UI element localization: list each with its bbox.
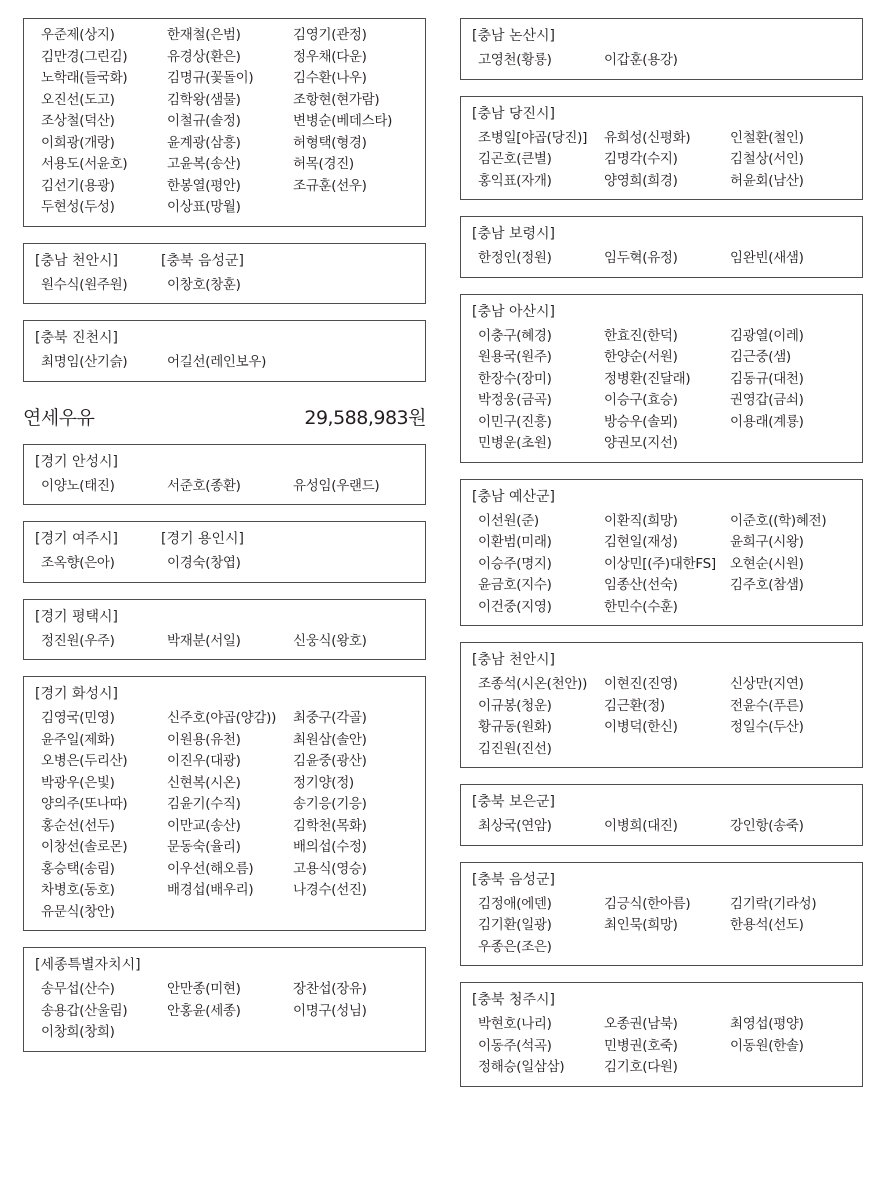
donor-name: 이현진(진영)	[604, 676, 678, 692]
donor-name: 최인묵(희망)	[604, 917, 678, 933]
region-row	[461, 649, 862, 671]
donor-name: 정우채(다운)	[293, 48, 367, 65]
donor-name: 신주호(야곱(양감))	[167, 710, 277, 726]
donor-name: 이명구(성님)	[293, 1002, 367, 1019]
donor-name: 김기환(일광)	[478, 917, 552, 933]
donor-list	[24, 352, 425, 374]
donor-name: 최명임(산기슭)	[41, 354, 128, 370]
donor-name: 홍익표(자개)	[478, 172, 552, 189]
donor-name: 어길선(레인보우)	[167, 354, 267, 370]
donor-list	[461, 1014, 862, 1079]
donor-name: 송용갑(산울림)	[41, 1002, 128, 1019]
donor-list	[461, 326, 862, 455]
region-label: [충북 진천시]	[35, 330, 118, 346]
donor-list	[461, 894, 862, 959]
region-label: [경기 평택시]	[35, 608, 118, 625]
donor-name: 김영기(관정)	[293, 27, 367, 43]
donor-box	[23, 320, 426, 382]
donor-box	[460, 642, 863, 768]
donor-name: 박현호(나리)	[478, 1016, 552, 1032]
donor-name: 김영국(민영)	[41, 710, 115, 726]
donor-name: 허윤회(남산)	[730, 172, 804, 189]
donor-name: 김동규(대천)	[730, 370, 804, 387]
donor-box	[23, 521, 426, 583]
donor-box	[23, 243, 426, 305]
donor-name: 김학왕(샘물)	[167, 91, 241, 108]
region-row	[461, 869, 862, 891]
donor-name: 한민수(수훈)	[604, 598, 678, 615]
donor-list	[461, 248, 862, 270]
donor-name: 노학래(들국화)	[41, 70, 128, 86]
donor-list	[461, 674, 862, 760]
donor-name: 권영갑(금쇠)	[730, 392, 804, 408]
donor-name: 원수식(원주원)	[41, 276, 128, 293]
donor-name: 배경섭(배우리)	[167, 882, 254, 898]
donor-box	[460, 96, 863, 201]
donor-name: 김근중(샘)	[730, 349, 791, 365]
donor-name: 방승우(솔뫼)	[604, 413, 678, 430]
donor-name: 임완빈(새샘)	[730, 250, 804, 266]
donor-name: 이준호((학)혜전)	[730, 512, 827, 529]
donor-name: 김만경(그린김)	[41, 48, 128, 65]
donor-name: 이진우(대광)	[167, 753, 241, 769]
donor-name: 이만교(송산)	[167, 817, 241, 834]
donor-name: 양권모(지선)	[604, 435, 678, 451]
region-label: [충남 당진시]	[472, 105, 555, 122]
donor-name: 장찬섭(장유)	[293, 981, 367, 997]
region-row	[24, 683, 425, 705]
donor-name: 김정애(에덴)	[478, 895, 552, 912]
donor-name: 송무섭(산수)	[41, 981, 115, 997]
region-label: [충남 아산시]	[472, 303, 555, 320]
donor-name: 정일수(두산)	[730, 719, 804, 735]
donor-name: 홍승택(송림)	[41, 860, 115, 877]
donor-name: 오현순(시원)	[730, 555, 804, 572]
donor-name: 강인항(송죽)	[730, 818, 804, 834]
donor-name: 고용식(영승)	[293, 860, 367, 877]
donor-list	[24, 631, 425, 653]
left-column	[23, 18, 426, 1068]
donor-name: 이승주(명지)	[478, 555, 552, 572]
region-label: [충남 보령시]	[472, 226, 555, 242]
donor-name: 박정웅(금곡)	[478, 392, 552, 408]
region-label: [경기 여주시]	[35, 531, 118, 547]
donor-name: 한봉열(평안)	[167, 177, 241, 194]
donor-name: 윤금호(지수)	[478, 577, 552, 593]
donor-box	[23, 676, 426, 931]
donor-name: 조종석(시온(천안))	[478, 676, 588, 692]
donor-name: 최중구(각골)	[293, 710, 367, 726]
region-row	[461, 791, 862, 813]
donor-name: 이원용(유천)	[167, 731, 241, 748]
donor-name: 유경상(환은)	[167, 48, 241, 65]
donor-name: 서준호(종환)	[167, 477, 241, 494]
donor-name: 오병은(두리산)	[41, 753, 128, 769]
donor-name: 조옥향(은아)	[41, 555, 115, 571]
donor-name: 민병운(초원)	[478, 435, 552, 451]
donor-box	[460, 862, 863, 967]
donor-box	[460, 784, 863, 846]
donor-box	[460, 479, 863, 627]
donor-name: 양의주(또나따)	[41, 796, 128, 812]
region-label: [충북 보은군]	[472, 794, 555, 810]
donor-list	[461, 511, 862, 619]
donor-name: 차병호(동호)	[41, 882, 115, 898]
donor-name: 조규훈(선우)	[293, 177, 367, 194]
donor-name: 한용석(선도)	[730, 917, 804, 933]
donor-name: 두현성(두성)	[41, 199, 115, 215]
donor-list	[24, 979, 425, 1044]
region-row	[24, 954, 425, 976]
donor-name: 정해승(일삼삼)	[478, 1059, 565, 1075]
region-row	[461, 301, 862, 323]
donor-box	[460, 982, 863, 1087]
donor-name: 김철상(서인)	[730, 151, 804, 167]
donor-name: 이갑훈(용강)	[604, 52, 678, 68]
region-row	[461, 486, 862, 508]
donor-name: 정기양(정)	[293, 774, 354, 791]
donor-name: 김명규(꽃돌이)	[167, 70, 254, 86]
donor-name: 김현일(재성)	[604, 534, 678, 550]
donor-list	[461, 50, 862, 72]
donor-name: 나경수(선진)	[293, 882, 367, 898]
donor-name: 허목(경진)	[293, 156, 354, 172]
region-label: [경기 화성시]	[35, 686, 118, 702]
donor-name: 배의섭(수정)	[293, 839, 367, 855]
donor-name: 이양노(태진)	[41, 477, 115, 494]
donor-box	[460, 216, 863, 278]
donor-name: 전윤수(푸른)	[730, 697, 804, 714]
region-row	[24, 606, 425, 628]
donor-name: 윤희구(시왕)	[730, 534, 804, 550]
donor-name: 신현복(시온)	[167, 774, 241, 791]
donor-name: 이환직(희망)	[604, 512, 678, 529]
donor-name: 우종은(조은)	[478, 938, 552, 955]
donor-box	[460, 294, 863, 463]
donor-name: 박재분(서일)	[167, 632, 241, 649]
donor-name: 고윤복(송산)	[167, 156, 241, 172]
donor-name: 송기응(기응)	[293, 796, 367, 812]
region-label: [세종특별자치시]	[35, 957, 141, 973]
donor-name: 김윤기(수직)	[167, 796, 241, 812]
donor-name: 양영희(희경)	[604, 172, 678, 189]
donor-name: 이상민[(주)대한FS]	[604, 555, 716, 572]
donor-name: 김윤중(광산)	[293, 753, 367, 769]
donor-name: 조상철(덕산)	[41, 113, 115, 129]
donor-name: 김긍식(한아름)	[604, 895, 691, 912]
donor-name: 이우선(해오름)	[167, 860, 254, 877]
donor-name: 한효진(한덕)	[604, 327, 678, 344]
donor-box	[23, 599, 426, 661]
donor-name: 신상만(지연)	[730, 676, 804, 692]
region-label: [충북 청주시]	[472, 992, 555, 1008]
donor-box	[23, 444, 426, 506]
donor-name: 최원삼(솔안)	[293, 731, 367, 748]
section-amount: 29,588,983원	[304, 407, 426, 429]
donor-name: 이선원(준)	[478, 512, 539, 529]
right-column	[460, 18, 863, 1103]
donor-list	[461, 816, 862, 838]
region-label: [충남 논산시]	[472, 28, 555, 44]
region-label: [경기 안성시]	[35, 453, 118, 470]
donor-name: 김진원(진선)	[478, 740, 552, 757]
donor-name: 이건중(지영)	[478, 598, 552, 615]
region-label: [충북 음성군]	[472, 871, 555, 888]
donor-name: 이동주(석곡)	[478, 1037, 552, 1054]
donor-name: 박광우(은빛)	[41, 774, 115, 791]
donor-name: 이충구(혜경)	[478, 327, 552, 344]
donor-name: 이동원(한솔)	[730, 1037, 804, 1054]
donor-name: 김기락(기라성)	[730, 895, 817, 912]
donor-name: 인철환(철인)	[730, 129, 804, 146]
donor-name: 김명각(수지)	[604, 151, 678, 167]
section-title: 연세우유	[23, 407, 95, 429]
donor-name: 이상표(망월)	[167, 199, 241, 215]
donor-name: 한양순(서원)	[604, 349, 678, 365]
donor-name: 김주호(참샘)	[730, 577, 804, 593]
donor-name: 이병덕(한신)	[604, 719, 678, 735]
donor-name: 이승구(효승)	[604, 392, 678, 408]
donor-name: 서용도(서윤호)	[41, 156, 128, 172]
donor-name: 신웅식(왕호)	[293, 632, 367, 649]
donor-name: 임종산(선숙)	[604, 577, 678, 593]
donor-list	[24, 708, 425, 923]
donor-name: 민병권(호죽)	[604, 1037, 678, 1054]
donor-name: 이경숙(창엽)	[167, 555, 241, 571]
donor-name: 정진원(우주)	[41, 632, 115, 649]
donor-name: 김곤호(큰별)	[478, 151, 552, 167]
donor-name: 조항현(현가람)	[293, 91, 380, 108]
donor-name: 안홍윤(세종)	[167, 1002, 241, 1019]
donor-name: 우준제(상지)	[41, 27, 115, 43]
donor-name: 이용래(계룡)	[730, 413, 804, 430]
donor-name: 이창희(창희)	[41, 1024, 115, 1040]
donor-list	[461, 128, 862, 193]
donor-name: 고영천(황룡)	[478, 52, 552, 68]
donor-list	[24, 553, 425, 575]
donor-name: 이창선(솔로몬)	[41, 839, 128, 855]
donor-name: 이민구(진흥)	[478, 413, 552, 430]
donor-name: 한정인(정원)	[478, 250, 552, 266]
region-row	[461, 103, 862, 125]
donor-name: 김광열(이레)	[730, 327, 804, 344]
donor-name: 원용국(원주)	[478, 349, 552, 365]
donor-name: 유성임(우랜드)	[293, 477, 380, 494]
section-heading	[23, 404, 426, 430]
donor-name: 한재철(은범)	[167, 27, 241, 43]
donor-name: 윤계광(삼흥)	[167, 134, 241, 151]
donor-name: 변병순(베데스타)	[293, 113, 393, 129]
donor-name: 오진선(도고)	[41, 91, 115, 108]
region-row	[461, 25, 862, 47]
region-label: [충남 천안시]	[35, 252, 118, 269]
donor-name: 김선기(용광)	[41, 177, 115, 194]
donor-name: 김수환(나우)	[293, 70, 367, 86]
donor-name: 문동숙(율리)	[167, 839, 241, 855]
donor-name: 한장수(장미)	[478, 370, 552, 387]
donor-box	[23, 947, 426, 1052]
donor-name: 정병환(진달래)	[604, 370, 691, 387]
donor-name: 허형택(형경)	[293, 134, 367, 151]
donor-name: 유희성(신평화)	[604, 129, 691, 146]
donor-name: 안만종(미현)	[167, 981, 241, 997]
donor-name: 유문식(창안)	[41, 903, 115, 920]
donor-list	[24, 25, 425, 219]
donor-list	[24, 275, 425, 297]
region-row	[461, 223, 862, 245]
region-label: [충북 음성군]	[161, 252, 244, 269]
donor-name: 홍순선(선두)	[41, 817, 115, 834]
region-label: [충남 천안시]	[472, 652, 555, 668]
donor-name: 윤주일(제화)	[41, 731, 115, 748]
region-label: [충남 예산군]	[472, 488, 555, 505]
donor-name: 이희광(개랑)	[41, 134, 115, 151]
donor-name: 황규동(원화)	[478, 719, 552, 735]
region-row	[461, 989, 862, 1011]
region-row	[24, 528, 425, 550]
donor-name: 김근환(정)	[604, 697, 665, 714]
donor-name: 이병희(대진)	[604, 818, 678, 834]
donor-name: 임두혁(유정)	[604, 250, 678, 266]
donor-name: 오종권(남북)	[604, 1016, 678, 1032]
donor-name: 김기호(다원)	[604, 1059, 678, 1075]
donor-name: 이철규(솔정)	[167, 113, 241, 129]
region-row	[24, 250, 425, 272]
donor-box	[23, 18, 426, 227]
donor-name: 이환범(미래)	[478, 534, 552, 550]
donor-name: 최상국(연암)	[478, 818, 552, 834]
donor-name: 조병일[야곱(당진)]	[478, 129, 588, 146]
region-label: [경기 용인시]	[161, 531, 244, 547]
donor-list	[24, 476, 425, 498]
region-row	[24, 327, 425, 349]
donor-name: 이규봉(청운)	[478, 697, 552, 714]
donor-name: 이창호(창훈)	[167, 276, 241, 293]
donor-box	[460, 18, 863, 80]
region-row	[24, 451, 425, 473]
donor-name: 최영섭(평양)	[730, 1016, 804, 1032]
donor-name: 김학천(목화)	[293, 817, 367, 834]
